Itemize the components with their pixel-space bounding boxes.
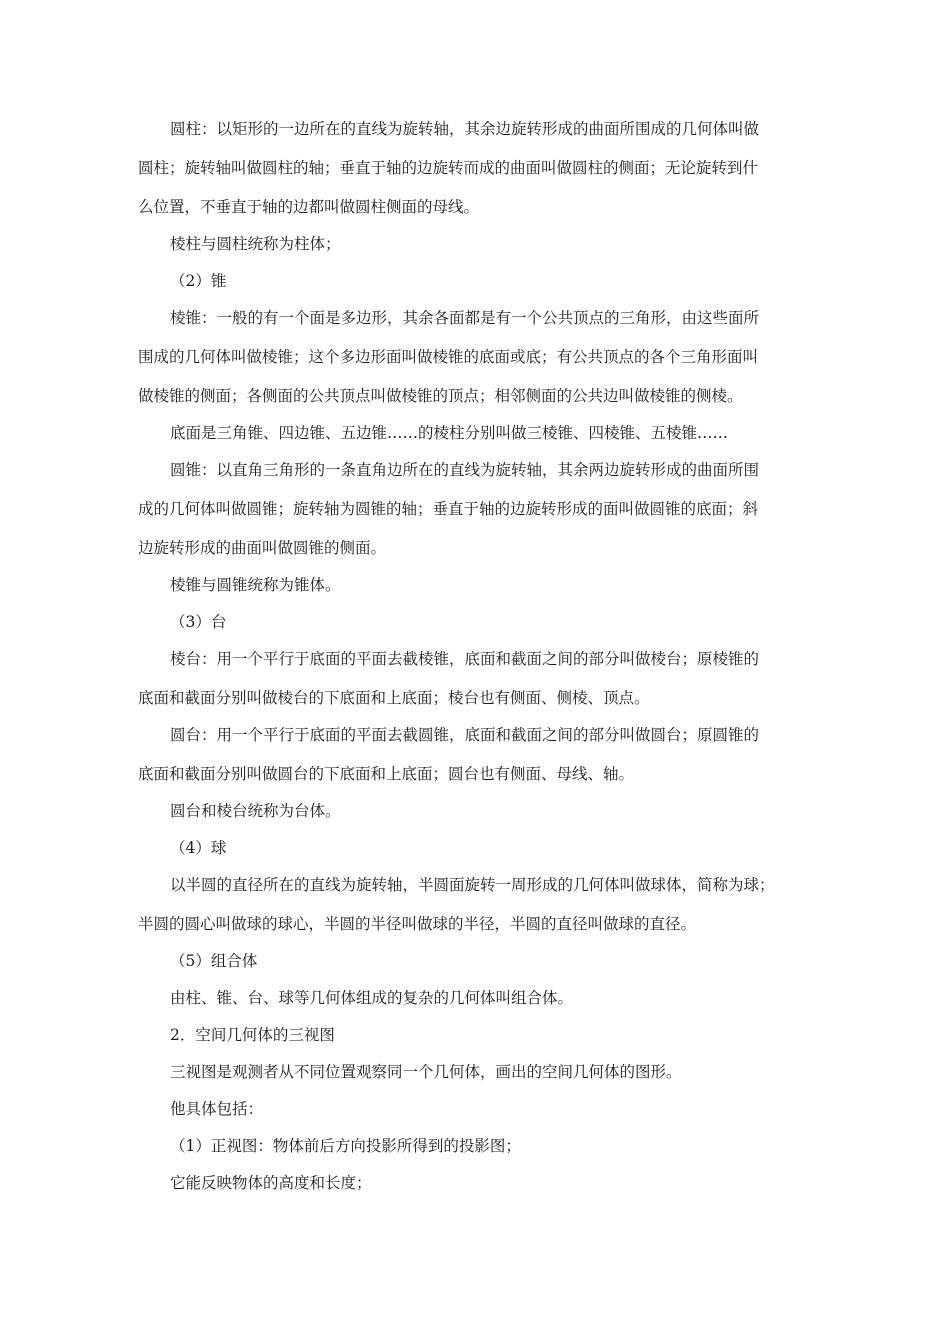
- text-line: 他具体包括：: [170, 1100, 264, 1118]
- text-line: 棱柱与圆柱统称为柱体；: [170, 235, 341, 253]
- section-heading: 2．空间几何体的三视图: [170, 1026, 335, 1044]
- text-line: （1）正视图：物体前后方向投影所得到的投影图；: [170, 1137, 521, 1155]
- section-heading: （3）台: [170, 613, 227, 631]
- text-line: 底面和截面分别叫做圆台的下底面和上底面；圆台也有侧面、母线、轴。: [138, 765, 635, 783]
- text-line: 边旋转形成的曲面叫做圆锥的侧面。: [138, 539, 387, 557]
- text-line: 底面和截面分别叫做棱台的下底面和上底面；棱台也有侧面、侧棱、顶点。: [138, 689, 650, 707]
- text-line: 么位置，不垂直于轴的边都叫做圆柱侧面的母线。: [138, 198, 480, 216]
- text-line: 圆台：用一个平行于底面的平面去截圆锥，底面和截面之间的部分叫做圆台；原圆锥的: [170, 726, 760, 744]
- text-line: 围成的几何体叫做棱锥；这个多边形面叫做棱锥的底面或底；有公共顶点的各个三角形面叫: [138, 348, 759, 366]
- text-line: 它能反映物体的高度和长度；: [170, 1174, 372, 1192]
- text-line: 圆锥：以直角三角形的一条直角边所在的直线为旋转轴，其余两边旋转形成的曲面所围: [170, 461, 760, 479]
- text-line: 圆台和棱台统称为台体。: [170, 802, 341, 820]
- text-line: 圆柱；旋转轴叫做圆柱的轴；垂直于轴的边旋转而成的曲面叫做圆柱的侧面；无论旋转到什: [138, 159, 759, 177]
- section-heading: （5）组合体: [170, 952, 258, 970]
- text-line: 半圆的圆心叫做球的球心，半圆的半径叫做球的半径，半圆的直径叫做球的直径。: [138, 915, 697, 933]
- text-line: 圆柱：以矩形的一边所在的直线为旋转轴，其余边旋转形成的曲面所围成的几何体叫做: [170, 120, 760, 138]
- text-line: 棱锥：一般的有一个面是多边形，其余各面都是有一个公共顶点的三角形，由这些面所: [170, 309, 760, 327]
- text-line: 棱锥与圆锥统称为锥体。: [170, 576, 341, 594]
- text-line: 底面是三角锥、四边锥、五边锥……的棱柱分别叫做三棱锥、四棱锥、五棱锥……: [170, 424, 729, 442]
- text-line: 成的几何体叫做圆锥；旋转轴为圆锥的轴；垂直于轴的边旋转形成的面叫做圆锥的底面；斜: [138, 500, 759, 518]
- text-line: 做棱锥的侧面；各侧面的公共顶点叫做棱锥的顶点；相邻侧面的公共边叫做棱锥的侧棱。: [138, 387, 743, 405]
- section-heading: （2）锥: [170, 272, 227, 290]
- text-line: 三视图是观测者从不同位置观察同一个几何体，画出的空间几何体的图形。: [170, 1063, 682, 1081]
- text-line: 以半圆的直径所在的直线为旋转轴，半圆面旋转一周形成的几何体叫做球体，简称为球；: [170, 876, 775, 894]
- section-heading: （4）球: [170, 839, 227, 857]
- text-line: 由柱、锥、台、球等几何体组成的复杂的几何体叫组合体。: [170, 989, 574, 1007]
- text-line: 棱台：用一个平行于底面的平面去截棱锥，底面和截面之间的部分叫做棱台；原棱锥的: [170, 650, 760, 668]
- document-body: [138, 119, 822, 1193]
